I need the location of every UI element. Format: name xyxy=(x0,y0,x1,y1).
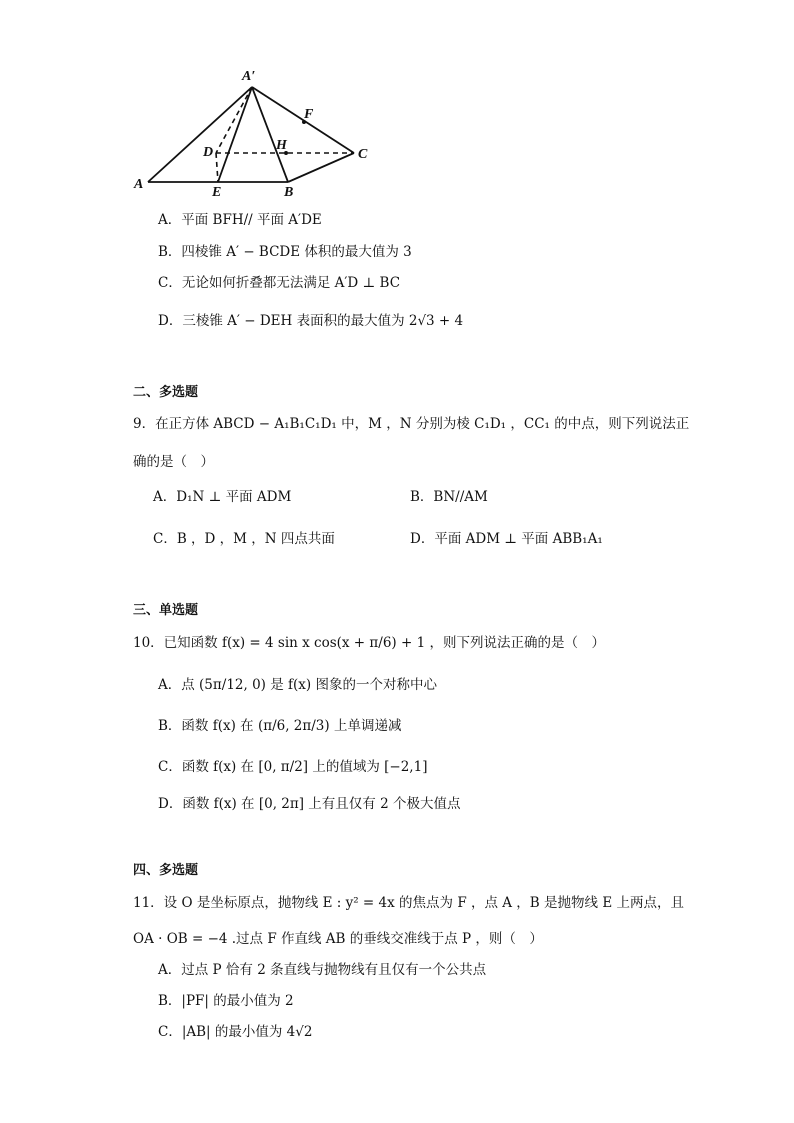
q10-option-c: C．函数 f(x) 在 [0, π/2] 上的值域为 [−2,1] xyxy=(158,759,428,775)
section-heading-multi-2: 四、多选题 xyxy=(133,863,199,878)
label-d: D xyxy=(203,145,214,160)
edge-a1-d xyxy=(216,87,252,153)
q10-option-a: A．点 (5π/12, 0) 是 f(x) 图象的一个对称中心 xyxy=(158,677,437,693)
edge-a1-e xyxy=(218,87,252,182)
q10-option-d: D．函数 f(x) 在 [0, 2π] 上有且仅有 2 个极大值点 xyxy=(158,796,461,812)
q10-option-b: B．函数 f(x) 在 (π/6, 2π/3) 上单调递减 xyxy=(158,718,402,734)
q8-option-a: A．平面 BFH// 平面 A′DE xyxy=(158,212,322,228)
q11-option-c: C．|AB| 的最小值为 4√2 xyxy=(158,1024,313,1040)
q9-option-a: A．D₁N ⊥ 平面 ADM xyxy=(153,489,292,505)
label-a: A xyxy=(134,177,144,192)
edge-b-c xyxy=(288,153,354,182)
q8-option-b: B．四棱锥 A′ − BCDE 体积的最大值为 3 xyxy=(158,244,412,260)
label-f: F xyxy=(304,107,314,122)
label-b: B xyxy=(284,185,294,200)
q9-stem-line1: 9．在正方体 ABCD − A₁B₁C₁D₁ 中，M ，N 分别为棱 C₁D₁ ，CC₁ 的中点，则下列说法正 xyxy=(133,416,690,432)
label-h: H xyxy=(276,138,287,153)
edge-a1-c xyxy=(252,87,354,153)
edge-a1-a xyxy=(148,87,252,182)
q11-stem-line2: OA · OB = −4 .过点 F 作直线 AB 的垂线交准线于点 P ，则（ ） xyxy=(133,931,543,947)
q10-stem: 10．已知函数 f(x) = 4 sin x cos(x + π/6) + 1 ，则下列说法正确的是（ ） xyxy=(133,635,605,651)
q11-option-a: A．过点 P 恰有 2 条直线与抛物线有且仅有一个公共点 xyxy=(158,962,487,978)
pyramid-figure xyxy=(128,60,388,200)
label-e: E xyxy=(212,185,222,200)
section-heading-multi-1: 二、多选题 xyxy=(133,385,199,400)
edge-d-e xyxy=(216,153,218,182)
q8-option-c: C．无论如何折叠都无法满足 A′D ⊥ BC xyxy=(158,275,401,291)
q8-option-d: D．三棱锥 A′ − DEH 表面积的最大值为 2√3 + 4 xyxy=(158,313,464,329)
q9-option-b: B．BN//AM xyxy=(410,489,488,505)
section-heading-single: 三、单选题 xyxy=(133,603,199,618)
q9-option-c: C．B ，D ，M ，N 四点共面 xyxy=(153,531,335,547)
q11-stem-line1: 11．设 O 是坐标原点，抛物线 E : y² = 4x 的焦点为 F ，点 A ，B 是抛物线 E 上两点，且 xyxy=(133,895,684,911)
q9-option-d: D．平面 ADM ⊥ 平面 ABB₁A₁ xyxy=(410,531,603,547)
label-c: C xyxy=(358,147,368,162)
edge-a1-b xyxy=(252,87,288,182)
q11-option-b: B．|PF| 的最小值为 2 xyxy=(158,993,294,1009)
label-a1: A′ xyxy=(242,69,256,84)
q9-stem-line2: 确的是（ ） xyxy=(133,454,214,470)
